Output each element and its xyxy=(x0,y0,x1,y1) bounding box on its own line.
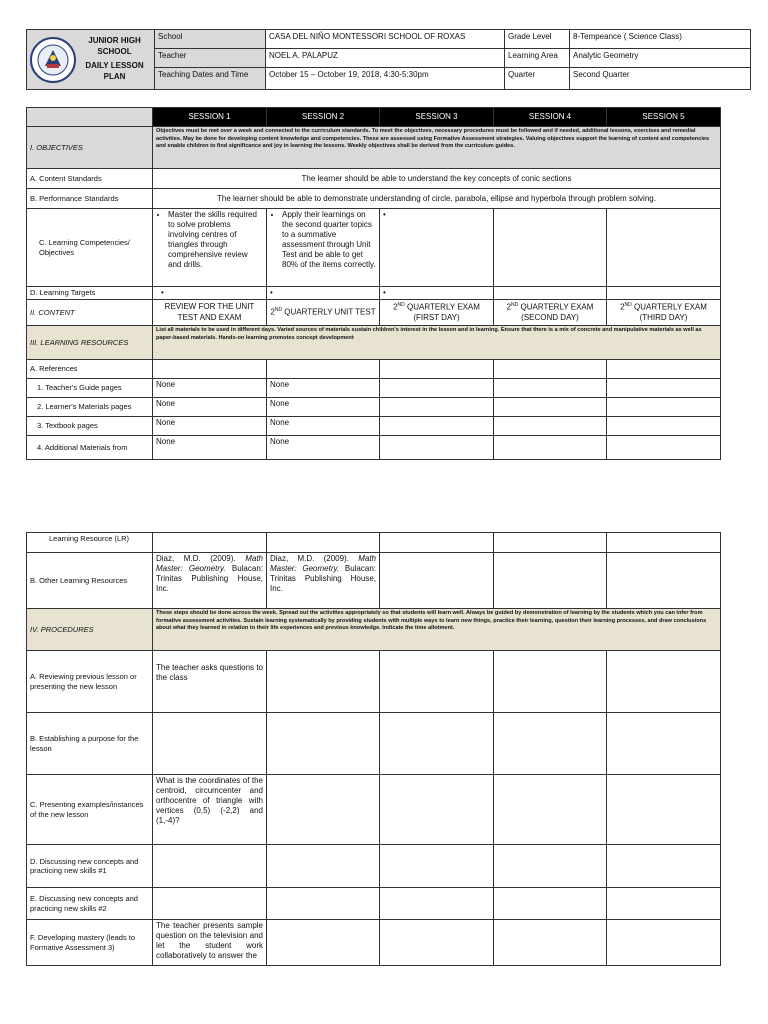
target-session-2: • xyxy=(267,287,380,300)
resources-label: III. LEARNING RESOURCES xyxy=(27,326,153,360)
lesson-table-page2 xyxy=(26,532,721,966)
deped-seal-icon xyxy=(29,36,77,84)
dates-label: Teaching Dates and Time xyxy=(155,68,266,90)
procedures-label: IV. PROCEDURES xyxy=(27,609,153,651)
content-session-5: 2ND QUARTERLY EXAM (THIRD DAY) xyxy=(607,300,721,326)
content-session-3: 2ND QUARTERLY EXAM (FIRST DAY) xyxy=(380,300,494,326)
grade-label: Grade Level xyxy=(505,30,570,49)
proc-b-label: B. Establishing a purpose for the lesson xyxy=(27,713,153,775)
competency-1-text: • Master the skills required to solve problems involving centres of triangles through comprehensive review and drills. xyxy=(168,210,263,270)
school-type: JUNIOR HIGH SCHOOL xyxy=(88,36,141,57)
tb-session-1: None xyxy=(153,417,267,436)
lm-session-1: None xyxy=(153,398,267,417)
performance-standards-value: The learner should be able to demonstrate understanding of circle, parabola, ellipse and hyperbola through problem solving. xyxy=(153,189,721,209)
tg-session-1: None xyxy=(153,379,267,398)
competency-session-1 xyxy=(153,209,267,287)
resources-note: List all materials to be used in different days. Varied sources of materials sustain children's interest in the lesson and in learning. Ensure that there is a mix of concrete and manipulative materials as well as paper-based materials. Hands-on learning promotes concept development xyxy=(153,326,721,360)
teacher-label: Teacher xyxy=(155,49,266,68)
school-seal-cell xyxy=(27,30,155,90)
proc-a-session-1: The teacher asks questions to the class xyxy=(153,651,267,713)
tb-session-2: None xyxy=(267,417,380,436)
competency-session-5 xyxy=(607,209,721,287)
competency-session-3 xyxy=(380,209,494,287)
tg-label: 1. Teacher's Guide pages xyxy=(27,379,153,398)
procedures-note: These steps should be done across the week. Spread out the activities appropriately so that students will learn well. Always be guided by demonstration of learning by the students which you can infer from formative assessment activities. Sustain learning systematically by providing students with multiple ways to learn new things, practice their learning, question their learning processes, and draw conclusions about what they learned in relation to their life experiences and previous knowledge. Indicate the time allotment. xyxy=(153,609,721,651)
objectives-label: I. OBJECTIVES xyxy=(27,127,153,169)
competency-2-text: • Apply their learnings on the second quarter topics to a summative assessment through Unit Test and be able to get 80% of the items correctly. xyxy=(282,210,376,270)
header-table xyxy=(26,29,751,90)
content-standards-label: A. Content Standards xyxy=(27,169,153,189)
performance-standards-label: B. Performance Standards xyxy=(27,189,153,209)
am-label: 4. Additional Materials from xyxy=(27,436,153,460)
proc-e-label: E. Discussing new concepts and practicing new skills #2 xyxy=(27,888,153,920)
school-value: CASA DEL NIÑO MONTESSORI SCHOOL OF ROXAS xyxy=(266,30,505,49)
competency-session-4 xyxy=(494,209,607,287)
content-session-1: REVIEW FOR THE UNIT TEST AND EXAM xyxy=(153,300,267,326)
content-label: II. CONTENT xyxy=(27,300,153,326)
competencies-label: C. Learning Competencies/ Objectives xyxy=(27,209,153,287)
session-4-header: SESSION 4 xyxy=(494,108,607,127)
grade-value: 8-Tempeance ( Science Class) xyxy=(570,30,751,49)
teacher-value: NOEL A. PALAPUZ xyxy=(266,49,505,68)
lm-session-2: None xyxy=(267,398,380,417)
session-1-header: SESSION 1 xyxy=(153,108,267,127)
other-resource-session-2: Diaz, M.D. (2009). Math Master: Geometry. Bulacan: Trinitas Publishing House, Inc. xyxy=(267,553,380,609)
content-session-4: 2ND QUARTERLY EXAM (SECOND DAY) xyxy=(494,300,607,326)
corner-cell xyxy=(27,108,153,127)
area-value: Analytic Geometry xyxy=(570,49,751,68)
objectives-note: Objectives must be met over a week and connected to the curriculum standards. To meet the objectives, necessary procedures must be followed and if needed, additional lessons, exercises and remedial activities. May be done for developing content knowledge and competencies. These are assessed using Formative Assessment strategies. Valuing objectives support the learning of content and competencies and enable children to find significance and joy in learning the lessons. Weekly objectives shall be derived from the curriculum guides. xyxy=(153,127,721,169)
proc-d-label: D. Discussing new concepts and practicing new skills #1 xyxy=(27,845,153,888)
target-session-1: • xyxy=(153,287,267,300)
am-session-1: None xyxy=(153,436,267,460)
targets-label: D. Learning Targets xyxy=(27,287,153,300)
target-session-5 xyxy=(607,287,721,300)
school-label: School xyxy=(155,30,266,49)
content-standards-value: The learner should be able to understand the key concepts of conic sections xyxy=(153,169,721,189)
lm-label: 2. Learner's Materials pages xyxy=(27,398,153,417)
other-resources-label: B. Other Learning Resources xyxy=(27,553,153,609)
dates-value: October 15 – October 19, 2018, 4:30-5:30pm xyxy=(266,68,505,90)
proc-a-label: A. Reviewing previous lesson or presenting the new lesson xyxy=(27,651,153,713)
lesson-table-page1 xyxy=(26,107,721,460)
plan-type: DAILY LESSON PLAN xyxy=(85,61,144,81)
tg-session-2: None xyxy=(267,379,380,398)
other-resource-session-1: Diaz, M.D. (2009). Math Master: Geometry. Bulacan: Trinitas Publishing House, Inc. xyxy=(153,553,267,609)
target-session-4 xyxy=(494,287,607,300)
quarter-label: Quarter xyxy=(505,68,570,90)
area-label: Learning Area xyxy=(505,49,570,68)
quarter-value: Second Quarter xyxy=(570,68,751,90)
lr-label: Learning Resource (LR) xyxy=(27,533,153,553)
session-3-header: SESSION 3 xyxy=(380,108,494,127)
tb-label: 3. Textbook pages xyxy=(27,417,153,436)
session-2-header: SESSION 2 xyxy=(267,108,380,127)
proc-c-label: C. Presenting examples/instances of the new lesson xyxy=(27,775,153,845)
am-session-2: None xyxy=(267,436,380,460)
proc-f-label: F. Developing mastery (leads to Formative Assessment 3) xyxy=(27,920,153,966)
content-session-2: 2ND QUARTERLY UNIT TEST xyxy=(267,300,380,326)
session-5-header: SESSION 5 xyxy=(607,108,721,127)
proc-c-session-1: What is the coordinates of the centroid, circumcenter and orthocentre of triangle with vertices (0,5) (-2,2) and (1,-4)? xyxy=(153,775,267,845)
proc-f-session-1: The teacher presents sample question on the television and let the student work collaboratively to answer the xyxy=(153,920,267,966)
references-label: A. References xyxy=(27,360,153,379)
target-session-3: • xyxy=(380,287,494,300)
competency-session-2 xyxy=(267,209,380,287)
bullet-marker: • xyxy=(383,210,386,219)
